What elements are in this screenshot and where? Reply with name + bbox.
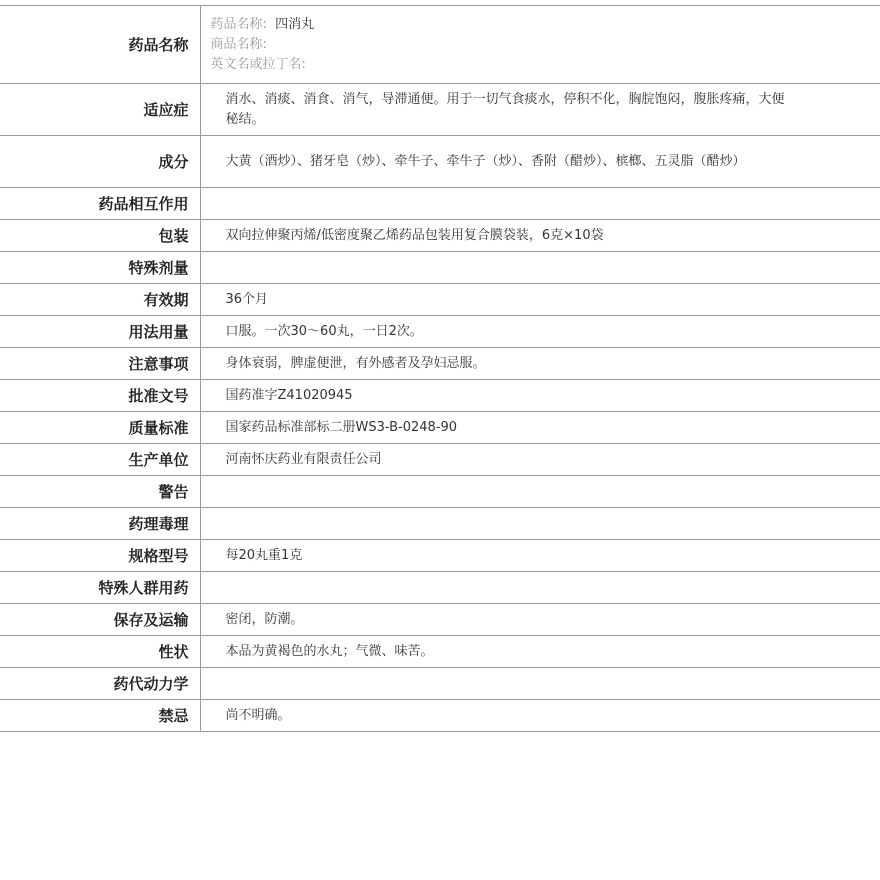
table-row-pharmacokinetics — [0, 668, 880, 700]
table-row-interactions — [0, 188, 880, 220]
row-label: 生产单位 — [0, 444, 200, 476]
row-value: 尚不明确。 — [200, 700, 880, 732]
drug-info-sheet — [0, 5, 880, 732]
row-value — [200, 476, 880, 508]
row-label: 注意事项 — [0, 348, 200, 380]
table-row-manufacturer — [0, 444, 880, 476]
row-label: 质量标准 — [0, 412, 200, 444]
row-label: 特殊剂量 — [0, 252, 200, 284]
table-row-packaging — [0, 220, 880, 252]
table-row-storage — [0, 604, 880, 636]
row-label: 特殊人群用药 — [0, 572, 200, 604]
table-row-dosage — [0, 316, 880, 348]
table-row-special-dosage — [0, 252, 880, 284]
trade-name-line — [211, 35, 793, 55]
row-value: 本品为黄褐色的水丸；气微、味苦。 — [200, 636, 880, 668]
row-value: 双向拉伸聚丙烯/低密度聚乙烯药品包装用复合膜袋装，6克×10袋 — [200, 220, 880, 252]
row-label: 包装 — [0, 220, 200, 252]
table-row-pharmacology — [0, 508, 880, 540]
row-value: 消水、消痰、消食、消气，导滞通便。用于一切气食痰水，停积不化，胸脘饱闷，腹胀疼痛，大便秘结。 — [200, 84, 880, 136]
row-value — [200, 508, 880, 540]
row-value — [200, 252, 880, 284]
row-label: 规格型号 — [0, 540, 200, 572]
row-value — [200, 668, 880, 700]
row-label: 禁忌 — [0, 700, 200, 732]
row-value: 密闭，防潮。 — [200, 604, 880, 636]
row-value: 36个月 — [200, 284, 880, 316]
table-row-description — [0, 636, 880, 668]
row-label: 警告 — [0, 476, 200, 508]
row-value: 口服。一次30～60丸，一日2次。 — [200, 316, 880, 348]
row-value: 河南怀庆药业有限责任公司 — [200, 444, 880, 476]
table-row-indications — [0, 84, 880, 136]
table-row-quality-standard — [0, 412, 880, 444]
row-label: 用法用量 — [0, 316, 200, 348]
row-label: 保存及运输 — [0, 604, 200, 636]
trade-name-key: 商品名称: — [210, 36, 267, 52]
generic-name-line — [211, 15, 793, 35]
generic-name-value: 四消丸 — [275, 16, 315, 32]
table-row-ingredients — [0, 136, 880, 188]
generic-name-key: 药品名称: — [210, 16, 267, 32]
latin-name-line — [211, 55, 793, 75]
row-value — [200, 572, 880, 604]
row-label: 药代动力学 — [0, 668, 200, 700]
latin-name-key: 英文名或拉丁名: — [210, 56, 306, 72]
row-value: 国家药品标准部标二册WS3-B-0248-90 — [200, 412, 880, 444]
table-row-shelf-life — [0, 284, 880, 316]
row-label: 药品相互作用 — [0, 188, 200, 220]
table-row-contraindications — [0, 700, 880, 732]
row-value: 国药准字Z41020945 — [200, 380, 880, 412]
row-value: 每20丸重1克 — [200, 540, 880, 572]
row-label: 批准文号 — [0, 380, 200, 412]
table-row-warning — [0, 476, 880, 508]
table-row-drug-name — [0, 6, 880, 84]
row-value: 身体衰弱，脾虚便泄，有外感者及孕妇忌服。 — [200, 348, 880, 380]
row-label: 成分 — [0, 136, 200, 188]
row-label: 药品名称 — [0, 6, 200, 84]
row-value: 大黄（酒炒）、猪牙皂（炒）、牵牛子、牵牛子（炒）、香附（醋炒）、槟榔、五灵脂（醋炒） — [200, 136, 880, 188]
table-row-special-populations — [0, 572, 880, 604]
drug-info-table — [0, 5, 880, 732]
row-value — [200, 188, 880, 220]
row-label: 有效期 — [0, 284, 200, 316]
row-label: 性状 — [0, 636, 200, 668]
table-row-precautions — [0, 348, 880, 380]
table-row-specification — [0, 540, 880, 572]
row-label: 药理毒理 — [0, 508, 200, 540]
drug-name-cell — [200, 6, 880, 84]
row-label: 适应症 — [0, 84, 200, 136]
table-row-approval-number — [0, 380, 880, 412]
